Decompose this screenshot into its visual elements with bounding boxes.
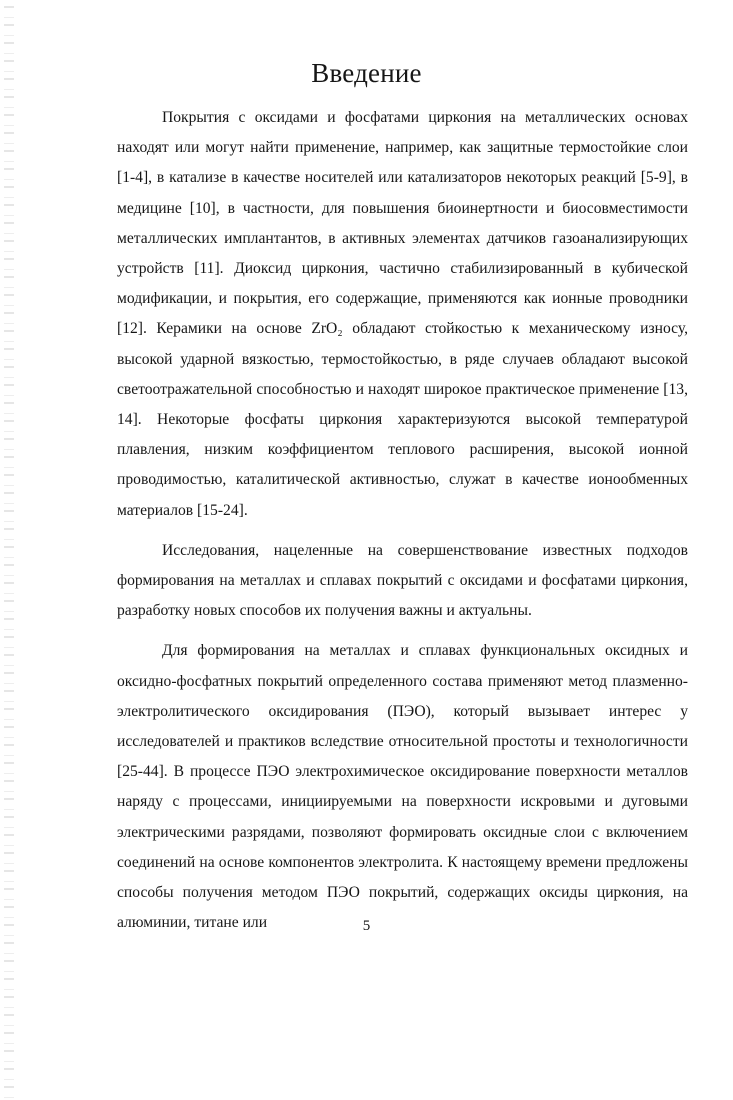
page-title: Введение [311,58,422,88]
paragraph-3: Для формирования на металлах и сплавах функциональных оксидных и оксидно-фосфатных покрытий определенного состава применяют метод плазменно-электролитического оксидирования (ПЭО), который вызывает интерес у исследователей и практиков вследствие относительной простоты и технологичности [25-44]. В процессе ПЭО электрохимическое оксидирование поверхности металлов наряду с процессами, инициируемыми на поверхности искровыми и дуговыми электрическими разрядами, позволяют формировать оксидные слои с включением соединений на основе компонентов электролита. К настоящему времени предложены способы получения методом ПЭО покрытий, содержащих оксиды циркония, на алюминии, титане или [117,642,688,932]
paragraph-1: Покрытия с оксидами и фосфатами циркония на металлических основах находят или могут найти применение, например, как защитные термостойкие слои [1-4], в катализе в качестве носителей или катализаторов некоторых реакций [5-9], в медицине [10], в частности, для повышения биоинертности и биосовместимости металлических имплантантов, в активных элементах датчиков газоанализирующих устройств [11]. Диоксид циркония, частично стабилизированный в кубической модификации, и покрытия, его содержащие, применяются как ионные проводники [12]. Керамики на основе ZrO₂ обладают стойкостью к механическому износу, высокой ударной вязкостью, термостойкостью, в ряде случаев обладают высокой светоотражательной способностью и находят широкое практическое применение [13, 14]. Некоторые фосфаты циркония характеризуются высокой температурой плавления, низким коэффициентом теплового расширения, высокой ионной проводимостью, каталитической активностью, служат в качестве ионообменных материалов [15-24]. [117,109,688,519]
body-text [117,103,688,938]
page-number: 5 [362,918,371,934]
scan-edge-artifact [4,0,14,1100]
paragraph-2: Исследования, нацеленные на совершенствование известных подходов формирования на металлах и сплавах покрытий с оксидами и фосфатами циркония, разработку новых способов их получения важны и актуальны. [117,541,688,620]
